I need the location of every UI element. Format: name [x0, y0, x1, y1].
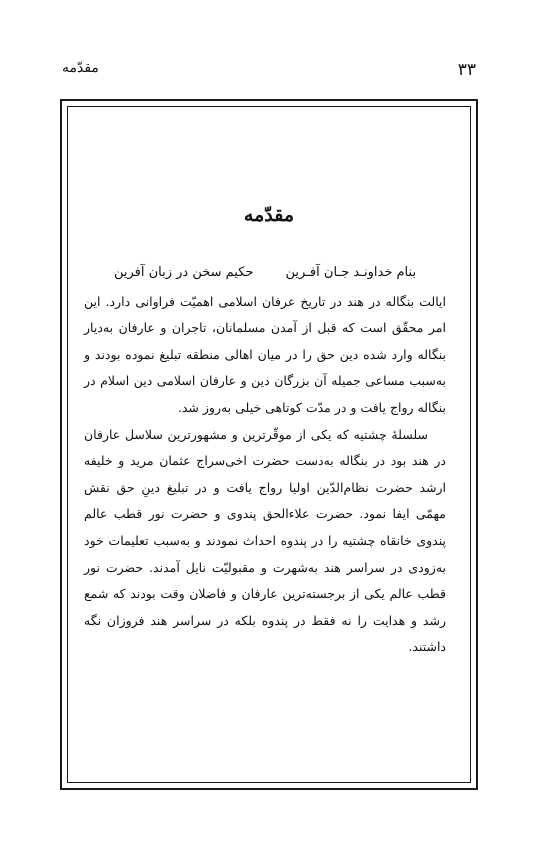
running-title: مقدّمه — [62, 60, 99, 76]
chapter-title: مقدّمه — [243, 204, 295, 226]
body-text — [84, 260, 446, 661]
running-head — [62, 60, 476, 84]
paragraph-1: ایالت بنگاله در هند در تاریخ عرفان اسلامی اهمیّت فراوانی دارد. این امر محقّق است که قبل از آمدن مسلمانان، تاجران و عارفان به‌دیار بنگاله وارد شده دین حق را در میان اهالی منطقه تبلیغ نموده بودند و به‌سبب مساعی جمیله آن بزرگان دین و عارفان اسلامی دین اسلام در بنگاله رواج یافت و در مدّت کوتاهی خیلی به‌روز شد. — [84, 293, 446, 415]
verse — [84, 260, 446, 287]
verse-hemistich-second: حکیم سخن در زبان آفرین — [113, 265, 254, 280]
paragraph-2: سلسلهٔ چشتیه که یکی از موقّرترین و مشهورترین سلاسل عارفان در هند بود در بنگاله به‌دست حضرت اخی‌سراج عثمان مرید و خلیفه ارشد حضرت نظام‌الدّین اولیا رواج یافت و در تبلیغ دینِ حق نقش مهمّی ایفا نمود. حضرت علاءالحق پندوی و حضرت نور قطب عالم پندوی خانقاه چشتیه را در پندوه احداث نمودند و به‌سبب تعلیمات خود به‌زودی در سراسر هند به‌شهرت و مقبولیّت نایل آمدند. حضرت نور قطب عالم یکی از برجسته‌ترین عارفان و فاضلان وقت بودند که شمع رشد و هدایت را نه فقط در پندوه بلکه در سراسر هند فروزان نگه داشتند. — [84, 426, 446, 655]
verse-hemistich-first: بنام خداونـد جـان آفـرین — [285, 265, 417, 280]
page-number: ۳۳ — [457, 60, 476, 80]
